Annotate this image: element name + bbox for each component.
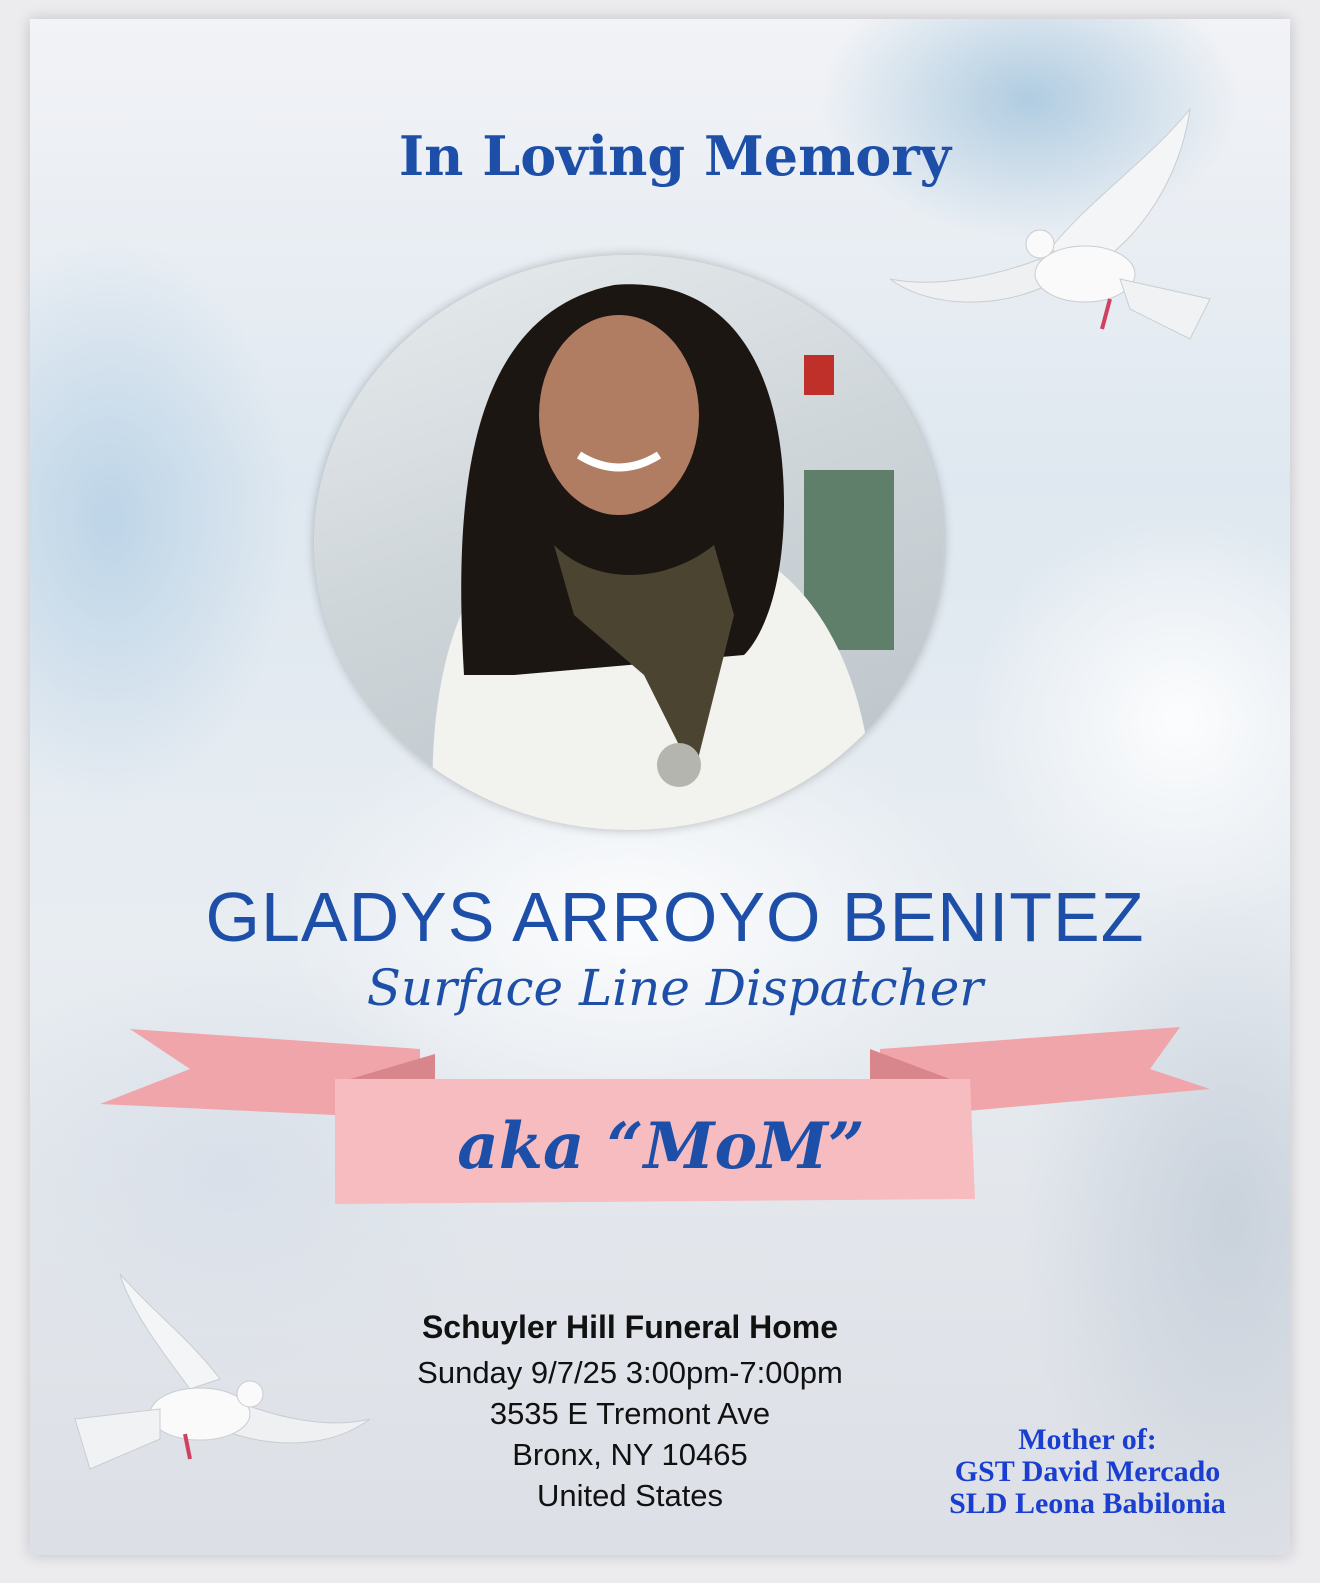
venue-name: Schuyler Hill Funeral Home	[421, 1309, 839, 1345]
page-title: In Loving Memory	[398, 124, 952, 188]
family-section	[910, 1424, 1265, 1520]
portrait-photo	[314, 255, 944, 830]
memorial-flyer	[30, 19, 1290, 1555]
service-details	[330, 1309, 930, 1516]
dove-icon	[890, 99, 1230, 379]
family-heading: Mother of:	[1018, 1423, 1157, 1456]
job-title: Surface Line Dispatcher	[366, 959, 984, 1017]
service-datetime: Sunday 9/7/25 3:00pm-7:00pm	[417, 1355, 843, 1390]
street-address: 3535 E Tremont Ave	[489, 1396, 771, 1431]
child-name: SLD Leona Babilonia	[949, 1487, 1226, 1520]
dove-icon	[70, 1269, 370, 1499]
nickname: aka “MoM”	[457, 1109, 865, 1184]
city-state-zip: Bronx, NY 10465	[512, 1437, 748, 1472]
deceased-name: GLADYS ARROYO BENITEZ	[205, 878, 1145, 956]
country: United States	[536, 1478, 724, 1513]
child-name: GST David Mercado	[954, 1455, 1221, 1488]
